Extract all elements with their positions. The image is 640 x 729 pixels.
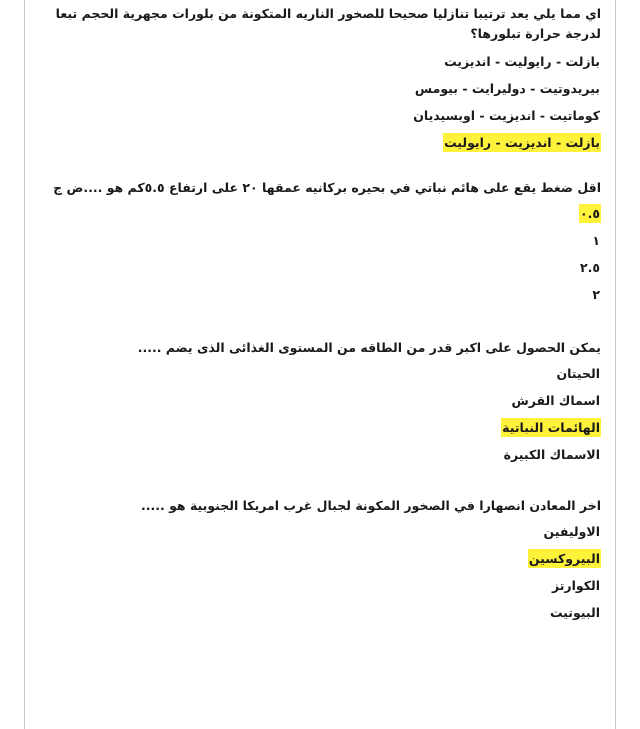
question-3-options [39, 360, 601, 468]
question-4-option-1 [39, 518, 601, 545]
question-4 [39, 496, 601, 626]
option-label: بيريدوتيت - دوليرايت - بيومس [414, 81, 600, 96]
question-4-option-4 [39, 599, 601, 626]
option-label-highlighted: البيروكسين [528, 551, 600, 566]
question-1-option-2 [39, 75, 601, 102]
question-3-option-4 [39, 441, 601, 468]
option-label: الاوليفين [543, 524, 600, 539]
option-label-highlighted: بازلت - انديزيت - رايوليت [444, 135, 600, 150]
option-label: بازلت - رايوليت - انديزيت [444, 54, 600, 69]
question-2-options [39, 200, 601, 308]
question-1-option-3 [39, 102, 601, 129]
option-label: ٢.٥ [579, 260, 600, 275]
question-3-option-1 [39, 360, 601, 387]
question-2-option-1-correct [39, 200, 601, 227]
question-1-options [39, 48, 601, 156]
option-label: الحيتان [556, 366, 600, 381]
question-2-text: اقل ضغط يقع على هائم نباتي في بحيره بركانيه عمقها ٢٠ على ارتفاع ٥.٥كم هو ....ض ج [53, 180, 601, 195]
question-4-options [39, 518, 601, 626]
question-1-text: اي مما يلي يعد ترتيبا تنازليا صحيحا للصخور الناريه المتكونة من بلورات مجهرية الحجم تبعا لدرجة حرارة تبلورها؟ [55, 6, 601, 41]
option-label: ١ [592, 233, 600, 248]
option-label: الكوارتز [551, 578, 600, 593]
option-label-highlighted: الهائمات النباتية [502, 420, 600, 435]
question-4-option-3 [39, 572, 601, 599]
option-label-highlighted: ٠.٥ [579, 206, 600, 221]
question-3-text: يمكن الحصول على اكبر قدر من الطاقه من المستوى الغذائى الذى يضم ..... [137, 340, 601, 355]
option-label: اسماك القرش [511, 393, 600, 408]
option-label: ٢ [592, 287, 600, 302]
document-page [24, 0, 616, 729]
option-label: البيوتيت [549, 605, 600, 620]
question-2-option-2 [39, 227, 601, 254]
question-4-text: اخر المعادن انصهارا في الصخور المكونة لجبال غرب امريكا الجنوبية هو ..... [141, 498, 601, 513]
question-3-option-3-correct [39, 414, 601, 441]
question-1-option-4-correct [39, 129, 601, 156]
question-2-option-3 [39, 254, 601, 281]
question-2 [39, 178, 601, 308]
option-label: الاسماك الكبيرة [503, 447, 600, 462]
question-1 [39, 4, 601, 156]
question-3-option-2 [39, 387, 601, 414]
option-label: كوماتيت - انديزيت - اوبسيديان [413, 108, 600, 123]
question-2-option-4 [39, 281, 601, 308]
question-1-option-1 [39, 48, 601, 75]
question-3 [39, 338, 601, 468]
question-4-option-2-correct [39, 545, 601, 572]
